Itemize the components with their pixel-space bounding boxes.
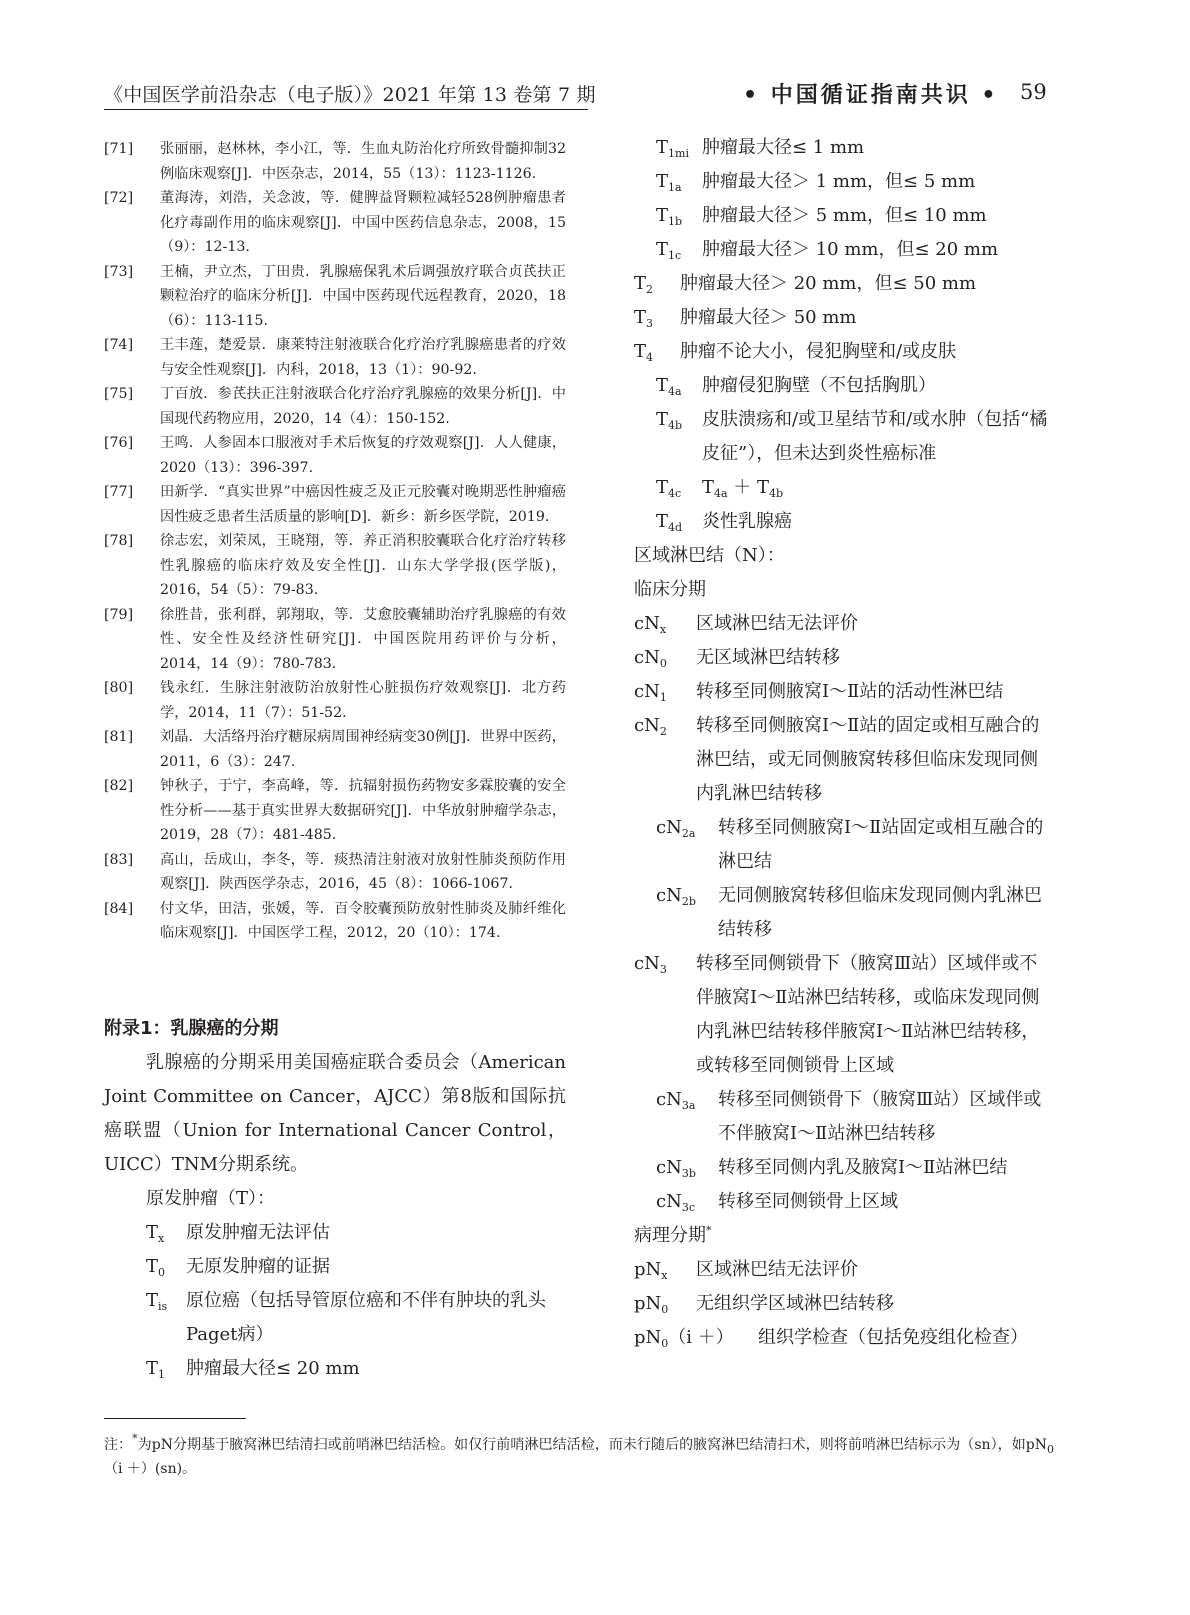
reference-item <box>104 603 566 677</box>
pn-stage-row <box>634 1321 1054 1355</box>
t-stage-code <box>146 1216 186 1250</box>
t-stage-row <box>634 301 1054 335</box>
code-base: pN <box>634 1327 662 1348</box>
cn-stage-description: 转移至同侧锁骨下（腋窝Ⅲ站）区域伴或不伴腋窝Ⅰ～Ⅱ站淋巴结转移，或临床发现同侧内乳淋巴结转移伴腋窝Ⅰ～Ⅱ站淋巴结转移，或转移至同侧锁骨上区域 <box>696 953 1040 1076</box>
t-stage-description: 肿瘤最大径＞ 50 mm <box>680 307 857 328</box>
cn-stage-row <box>634 675 1054 709</box>
code-base: T <box>656 511 669 532</box>
pn-stage-list <box>634 1253 1054 1355</box>
reference-number: [74] <box>104 337 134 353</box>
code-subscript: is <box>158 1300 168 1313</box>
code-base: T <box>634 307 647 328</box>
code-subscript: 4a <box>668 385 682 398</box>
t-stage-row <box>634 165 1054 199</box>
cn-stage-description: 无区域淋巴结转移 <box>696 647 840 668</box>
reference-item <box>104 480 566 529</box>
code-base: cN <box>634 715 660 736</box>
reference-item <box>104 382 566 431</box>
cn-stage-row <box>634 709 1054 811</box>
right-staging-column <box>634 131 1054 1355</box>
t-stage-description: 皮肤溃疡和/或卫星结节和/或水肿（包括“橘皮征”），但未达到炎性癌标准 <box>702 409 1048 464</box>
reference-item <box>104 774 566 848</box>
cn-stage-row <box>634 879 1054 947</box>
code-subscript: x <box>661 1269 668 1282</box>
reference-text: 高山，岳成山，李冬，等．痰热清注射液对放射性肺炎预防作用观察[J]．陕西医学杂志，2016，45（8）：1066-1067. <box>160 851 566 892</box>
reference-text: 董海涛，刘浩，关念波，等．健脾益肾颗粒减轻528例肿瘤患者化疗毒副作用的临床观察[J]．中国中医药信息杂志，2008，15（9）：12-13. <box>160 190 566 255</box>
t-stage-description: 无原发肿瘤的证据 <box>186 1256 330 1277</box>
code-base: cN <box>634 613 660 634</box>
t-stage-list-right <box>634 131 1054 539</box>
t-stage-code <box>634 301 680 335</box>
code-base: pN <box>634 1293 662 1314</box>
cn-stage-list <box>634 607 1054 1219</box>
code-base: T <box>146 1256 159 1277</box>
t-stage-row <box>634 233 1054 267</box>
code-base: T <box>656 409 669 430</box>
cn-stage-code <box>656 1083 718 1151</box>
desc-subscript: 4b <box>769 487 784 500</box>
cn-stage-description: 转移至同侧锁骨下（腋窝Ⅲ站）区域伴或不伴腋窝Ⅰ～Ⅱ站淋巴结转移 <box>718 1089 1042 1144</box>
t-stage-description: 肿瘤最大径≤ 20 mm <box>186 1358 360 1379</box>
code-subscript: 4c <box>668 487 682 500</box>
t-stage-description: 炎性乳腺癌 <box>702 511 792 532</box>
t-stage-row <box>634 131 1054 165</box>
pn-stage-row <box>634 1287 1054 1321</box>
code-base: T <box>634 273 647 294</box>
reference-text: 刘晶．大活络丹治疗糖尿病周围神经病变30例[J]．世界中医药，2011，6（3）：247. <box>160 729 566 770</box>
cn-stage-code <box>656 811 718 879</box>
t-stage-list-left <box>104 1216 566 1386</box>
t-stage-code <box>146 1250 186 1284</box>
code-subscript: 1mi <box>668 147 689 160</box>
reference-item <box>104 260 566 334</box>
appendix-intro <box>104 1046 566 1182</box>
reference-number: [81] <box>104 729 134 745</box>
code-base: T <box>146 1222 159 1243</box>
code-subscript: 0 <box>659 657 667 670</box>
t-stage-row <box>104 1216 566 1250</box>
reference-item <box>104 137 566 186</box>
code-base: cN <box>656 1157 682 1178</box>
header-rule <box>104 109 588 110</box>
pn-stage-description: 组织学检查（包括免疫组化检查） <box>758 1327 1028 1348</box>
reference-text: 付文华，田洁，张媛，等．百令胶囊预防放射性肺炎及肺纤维化临床观察[J]．中国医学工程，2012，20（10）：174. <box>160 900 566 941</box>
code-subscript: x <box>158 1232 165 1245</box>
regional-lymph-heading: 区域淋巴结（N）： <box>634 545 785 566</box>
code-subscript: 4b <box>668 419 683 432</box>
t-stage-description: 肿瘤最大径＞ 5 mm，但≤ 10 mm <box>702 205 987 226</box>
footnote-lead: 注： <box>104 1437 133 1453</box>
reference-text: 钟秋子，于宁，李高峰，等．抗辐射损伤药物安多霖胶囊的安全性分析——基于真实世界大数据研究[J]．中华放射肿瘤学杂志，2019，28（7）：481-485. <box>160 778 566 843</box>
cn-stage-description: 转移至同侧腋窝Ⅰ～Ⅱ站的固定或相互融合的淋巴结，或无同侧腋窝转移但临床发现同侧内乳淋巴结转移 <box>696 715 1040 804</box>
code-base: cN <box>656 1089 682 1110</box>
code-base: T <box>634 341 647 362</box>
reference-number: [72] <box>104 190 134 206</box>
cn-stage-description: 转移至同侧腋窝Ⅰ～Ⅱ站固定或相互融合的淋巴结 <box>718 817 1044 872</box>
cn-stage-description: 区域淋巴结无法评价 <box>696 613 858 634</box>
t-stage-description: 原发肿瘤无法评估 <box>186 1222 330 1243</box>
code-base: T <box>656 239 669 260</box>
code-subscript: 3 <box>659 963 667 976</box>
cn-stage-description: 转移至同侧内乳及腋窝Ⅰ～Ⅱ站淋巴结 <box>718 1157 1008 1178</box>
reference-list <box>104 137 566 946</box>
cn-stage-row <box>634 811 1054 879</box>
reference-text: 王楠，尹立杰，丁田贵．乳腺癌保乳术后调强放疗联合贞芪扶正颗粒治疗的临床分析[J]．中国中医药现代远程教育，2020，18（6）：113-115. <box>160 263 566 329</box>
code-subscript: 3c <box>681 1201 696 1214</box>
reference-number: [83] <box>104 851 134 868</box>
page-number: 59 <box>1020 80 1047 104</box>
code-base: cN <box>656 885 682 906</box>
reference-number: [73] <box>104 263 134 280</box>
reference-item <box>104 725 566 774</box>
t-stage-row <box>634 335 1054 369</box>
footnote-text-a: 为pN分期基于腋窝淋巴结清扫或前哨淋巴结活检。如仅行前哨淋巴结活检，而未行随后的腋窝淋巴结清扫术，则将前哨淋巴结标示为（sn），如pN <box>137 1437 1048 1453</box>
t-stage-description: 肿瘤最大径≤ 1 mm <box>702 137 865 158</box>
desc-subscript: 4a <box>714 487 728 500</box>
t-stage-code <box>656 131 702 165</box>
journal-title: 《中国医学前沿杂志（电子版）》2021 年第 13 卷第 7 期 <box>104 84 596 106</box>
code-subscript: 4d <box>668 521 683 534</box>
cn-stage-code <box>656 1151 718 1185</box>
footnote-sub: 0 <box>1047 1443 1055 1456</box>
code-subscript: 1c <box>668 249 682 262</box>
t-stage-code <box>656 165 702 199</box>
pn-stage-description: 无组织学区域淋巴结转移 <box>696 1293 894 1314</box>
t-stage-row <box>104 1250 566 1284</box>
reference-number: [75] <box>104 386 134 402</box>
pn-stage-code <box>634 1287 696 1321</box>
reference-item <box>104 431 566 480</box>
t-stage-row <box>634 267 1054 301</box>
footnote-rule <box>104 1418 246 1419</box>
footnote-mark: * <box>132 1432 138 1445</box>
t-stage-code <box>146 1352 186 1386</box>
code-subscript: 0 <box>158 1266 166 1279</box>
cn-stage-code <box>634 675 696 709</box>
reference-text: 钱永红．生脉注射液防治放射性心脏损伤疗效观察[J]．北方药学，2014，11（7）：51-52. <box>160 680 566 721</box>
t-stage-description: 肿瘤最大径＞ 20 mm，但≤ 50 mm <box>680 273 977 294</box>
pathologic-heading-text: 病理分期 <box>634 1225 706 1246</box>
pn-stage-code <box>634 1321 758 1355</box>
cn-stage-row <box>634 1083 1054 1151</box>
code-subscript: 3a <box>681 1099 696 1112</box>
t-stage-row <box>634 505 1054 539</box>
code-subscript: 3b <box>681 1167 696 1180</box>
desc-part: T <box>702 477 715 498</box>
code-base: T <box>656 375 669 396</box>
code-base: cN <box>634 681 660 702</box>
t-stage-code <box>634 335 680 369</box>
cn-stage-row <box>634 1151 1054 1185</box>
code-base: T <box>146 1358 159 1379</box>
cn-stage-description: 转移至同侧锁骨上区域 <box>718 1191 898 1212</box>
cn-stage-row <box>634 1185 1054 1219</box>
reference-item <box>104 848 566 897</box>
t-stage-row <box>104 1284 566 1352</box>
t-stage-code <box>656 233 702 267</box>
footnote-text-b: （i ＋）(sn)。 <box>104 1461 197 1477</box>
code-base: cN <box>634 647 660 668</box>
t-stage-code <box>634 267 680 301</box>
code-subscript: 2a <box>681 827 696 840</box>
reference-number: [84] <box>104 900 134 917</box>
t-stage-row <box>104 1352 566 1386</box>
reference-text: 丁百放．参芪扶正注射液联合化疗治疗乳腺癌的效果分析[J]．中国现代药物应用，2020，14（4）：150-152. <box>160 386 566 427</box>
t-stage-row <box>634 403 1054 471</box>
t-stage-code <box>656 199 702 233</box>
reference-number: [76] <box>104 435 134 451</box>
code-subscript: 0 <box>661 1337 669 1350</box>
t-stage-description: 原位癌（包括导管原位癌和不伴有肿块的乳头Paget病） <box>186 1290 546 1345</box>
pn-stage-code <box>634 1253 696 1287</box>
reference-text: 田新学．“真实世界”中癌因性疲乏及正元胶囊对晚期恶性肿瘤癌因性疲乏患者生活质量的影响[D]．新乡：新乡医学院，2019. <box>160 484 566 525</box>
t-stage-description: 肿瘤不论大小，侵犯胸壁和/或皮肤 <box>680 341 957 362</box>
code-base: T <box>656 171 669 192</box>
code-base: T <box>656 205 669 226</box>
reference-number: [77] <box>104 484 134 500</box>
left-staging-column <box>104 1182 566 1386</box>
code-subscript: 0 <box>661 1303 669 1316</box>
cn-stage-row <box>634 641 1054 675</box>
t-stage-code <box>656 471 702 505</box>
primary-tumor-heading: 原发肿瘤（T）： <box>146 1188 276 1209</box>
t-stage-code <box>656 403 702 471</box>
t-stage-code <box>656 369 702 403</box>
clinical-heading: 临床分期 <box>634 579 706 600</box>
reference-text: 王鸣．人参固本口服液对手术后恢复的疗效观察[J]．人人健康，2020（13）：396-397. <box>160 435 566 476</box>
pn-stage-row <box>634 1253 1054 1287</box>
reference-item <box>104 529 566 603</box>
reference-text: 徐志宏，刘荣凤，王晓翔，等．养正消积胶囊联合化疗治疗转移性乳腺癌的临床疗效及安全性[J]．山东大学学报(医学版)，2016，54（5）：79-83. <box>160 533 566 598</box>
code-base: cN <box>634 953 660 974</box>
cn-stage-code <box>656 879 718 947</box>
t-stage-description: 肿瘤最大径＞ 10 mm，但≤ 20 mm <box>702 239 999 260</box>
code-subscript: 1a <box>668 181 682 194</box>
column-title: • 中国循证指南共识 • <box>743 83 999 108</box>
code-base: T <box>146 1290 159 1311</box>
t-stage-row <box>634 471 1054 505</box>
t-stage-description: 肿瘤侵犯胸壁（不包括胸肌） <box>702 375 936 396</box>
code-subscript: 1b <box>668 215 683 228</box>
t-stage-description <box>702 471 1054 505</box>
cn-stage-code <box>634 947 696 1083</box>
code-base: T <box>656 477 669 498</box>
reference-item <box>104 186 566 260</box>
cn-stage-code <box>634 641 696 675</box>
cn-stage-row <box>634 947 1054 1083</box>
code-base: cN <box>656 817 682 838</box>
code-subscript: 4 <box>646 351 654 364</box>
code-subscript: 1 <box>659 691 667 704</box>
reference-text: 张丽丽，赵林林，李小江，等．生血丸防治化疗所致骨髓抑制32例临床观察[J]．中医杂志，2014，55（13）：1123-1126. <box>160 141 566 182</box>
reference-number: [71] <box>104 141 134 157</box>
footnote <box>104 1433 1054 1481</box>
code-subscript: 3 <box>646 317 654 330</box>
t-stage-description: 肿瘤最大径＞ 1 mm，但≤ 5 mm <box>702 171 976 192</box>
cn-stage-code <box>634 709 696 811</box>
cn-stage-code <box>634 607 696 641</box>
cn-stage-description: 无同侧腋窝转移但临床发现同侧内乳淋巴结转移 <box>718 885 1042 940</box>
desc-operator: ＋ <box>727 477 758 498</box>
code-base: cN <box>656 1191 682 1212</box>
appendix-title: 附录1：乳腺癌的分期 <box>104 1018 279 1039</box>
intro-paragraph: 乳腺癌的分期采用美国癌症联合委员会（American Joint Committee on Cancer，AJCC）第8版和国际抗癌联盟（Union for International Cancer Control，UICC）TNM分期系统。 <box>104 1052 566 1175</box>
cn-stage-code <box>656 1185 718 1219</box>
reference-item <box>104 897 566 946</box>
cn-stage-description: 转移至同侧腋窝Ⅰ～Ⅱ站的活动性淋巴结 <box>696 681 1004 702</box>
cn-stage-row <box>634 607 1054 641</box>
code-subscript: 2 <box>646 283 654 296</box>
reference-number: [78] <box>104 533 134 549</box>
reference-item <box>104 333 566 382</box>
code-subscript: 2b <box>681 895 696 908</box>
reference-number: [82] <box>104 778 134 794</box>
reference-text: 徐胜昔，张利群，郭翔取，等．艾愈胶囊辅助治疗乳腺癌的有效性、安全性及经济性研究[J]．中国医院用药评价与分析，2014，14（9）：780-783. <box>160 606 566 672</box>
code-suffix: （i ＋） <box>668 1327 734 1348</box>
desc-part: T <box>757 477 770 498</box>
t-stage-row <box>634 369 1054 403</box>
code-base: pN <box>634 1259 662 1280</box>
footnote-mark: * <box>706 1224 712 1237</box>
reference-number: [80] <box>104 680 134 696</box>
pn-stage-description: 区域淋巴结无法评价 <box>696 1259 858 1280</box>
reference-text: 王丰莲，楚爱景．康莱特注射液联合化疗治疗乳腺癌患者的疗效与安全性观察[J]．内科，2018，13（1）：90-92. <box>160 337 566 378</box>
code-subscript: 1 <box>158 1368 166 1381</box>
code-subscript: 2 <box>659 725 667 738</box>
code-base: T <box>656 137 669 158</box>
reference-number: [79] <box>104 606 134 623</box>
pathologic-heading <box>634 1219 1054 1253</box>
t-stage-row <box>634 199 1054 233</box>
reference-item <box>104 676 566 725</box>
t-stage-code <box>656 505 702 539</box>
code-subscript: x <box>659 623 667 636</box>
t-stage-code <box>146 1284 186 1352</box>
